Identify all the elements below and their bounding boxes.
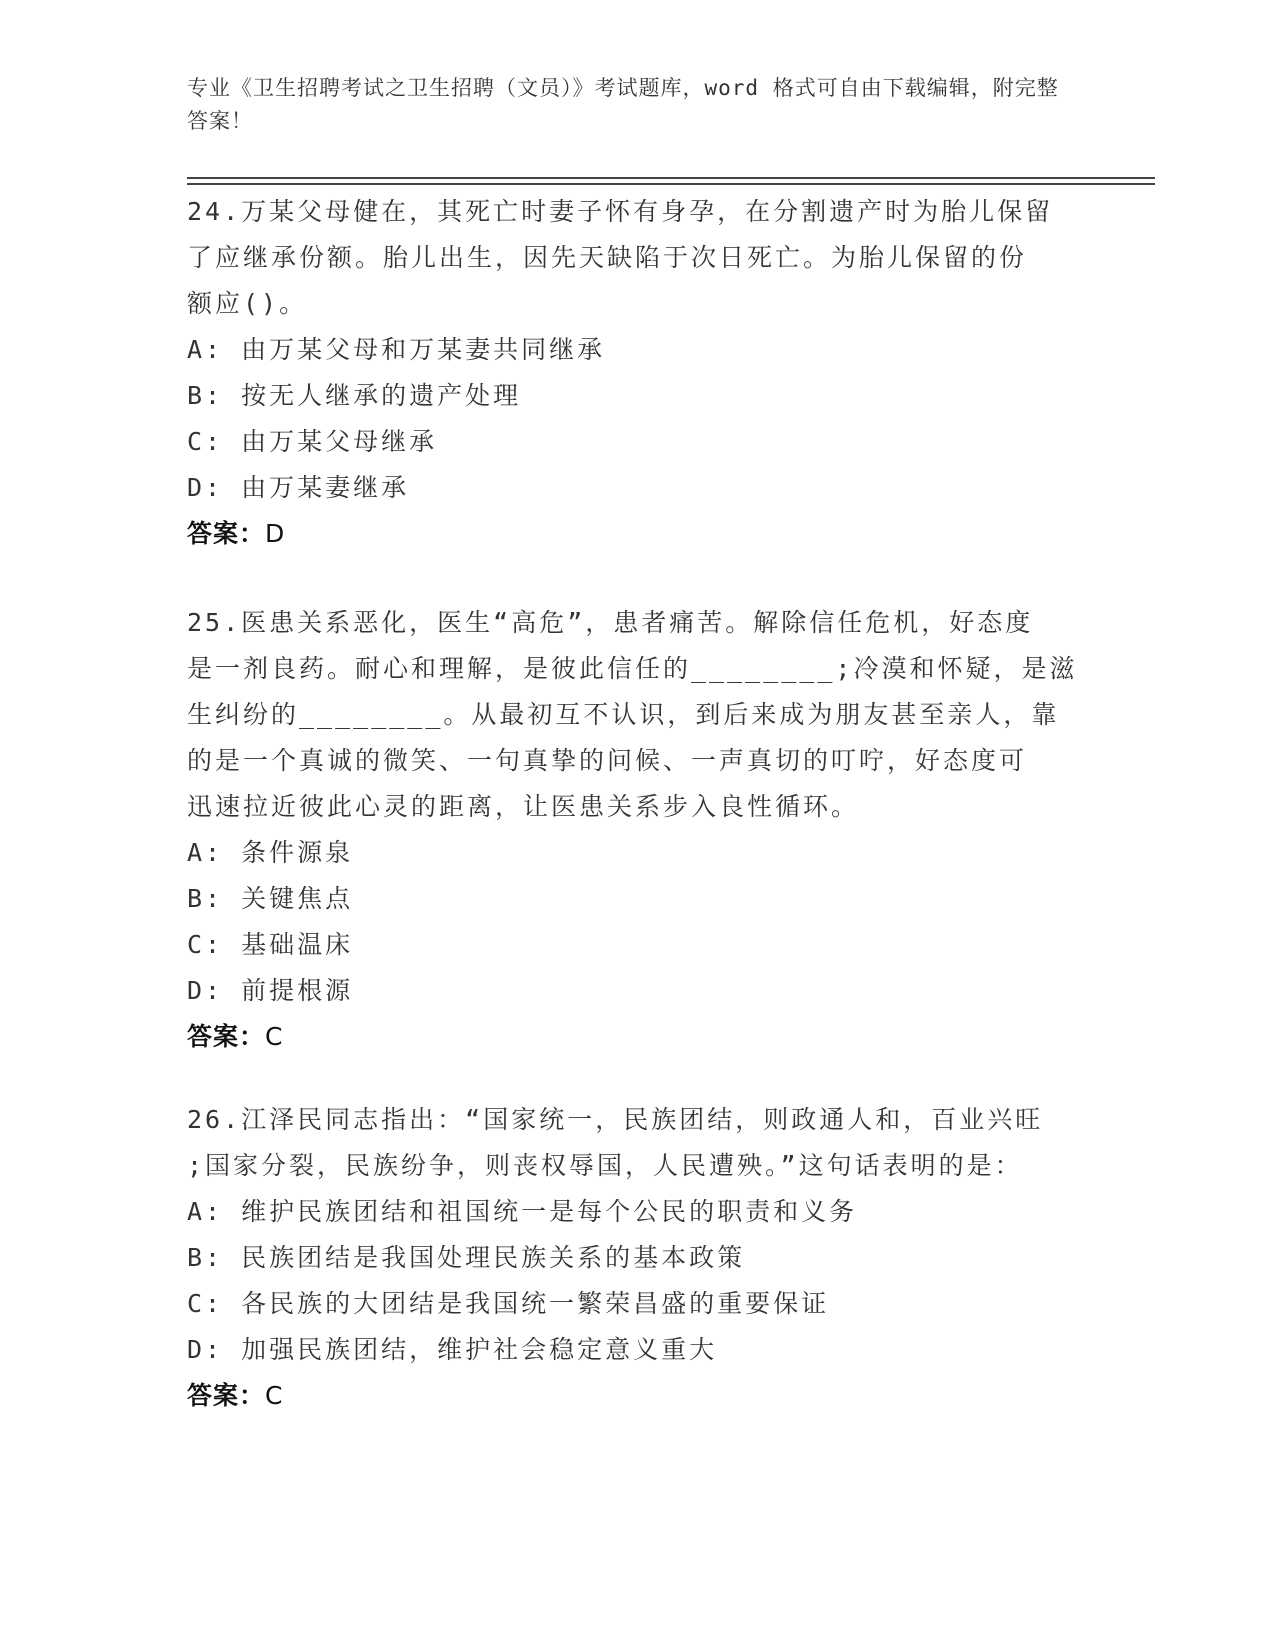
stem-line: 的是一个真诚的微笑、一句真挚的问候、一声真切的叮咛，好态度可: [187, 746, 1028, 775]
answer-line: [187, 511, 1087, 557]
option-c: C: 各民族的大团结是我国统一繁荣昌盛的重要保证: [187, 1289, 830, 1318]
option-b: B: 按无人继承的遗产处理: [187, 381, 522, 410]
stem-line: 生纠纷的________。从最初互不认识，到后来成为朋友甚至亲人，靠: [187, 700, 1060, 729]
question-24: [187, 189, 1087, 557]
answer-line: [187, 1014, 1087, 1060]
option-d: D: 加强民族团结，维护社会稳定意义重大: [187, 1335, 718, 1364]
stem-line: ;国家分裂，民族纷争，则丧权辱国，人民遭殃。”这句话表明的是：: [187, 1151, 1023, 1180]
option-a: A: 由万某父母和万某妻共同继承: [187, 335, 606, 364]
stem-line: 24.万某父母健在，其死亡时妻子怀有身孕，在分割遗产时为胎儿保留: [187, 197, 1054, 226]
option-b: B: 民族团结是我国处理民族关系的基本政策: [187, 1243, 746, 1272]
answer-label: 答案：: [187, 1381, 266, 1410]
option-d: D: 前提根源: [187, 976, 354, 1005]
option-c: C: 基础温床: [187, 930, 354, 959]
option-c: C: 由万某父母继承: [187, 427, 438, 456]
answer-label: 答案：: [187, 1022, 266, 1051]
option-b: B: 关键焦点: [187, 884, 354, 913]
stem-line: 额应()。: [187, 289, 308, 318]
option-a: A: 维护民族团结和祖国统一是每个公民的职责和义务: [187, 1197, 858, 1226]
option-a: A: 条件源泉: [187, 838, 354, 867]
answer-value: C: [265, 1381, 284, 1410]
stem-line: 迅速拉近彼此心灵的距离，让医患关系步入良性循环。: [187, 792, 860, 821]
option-d: D: 由万某妻继承: [187, 473, 410, 502]
stem-line: 是一剂良药。耐心和理解，是彼此信任的________;冷漠和怀疑，是滋: [187, 654, 1078, 683]
document-header: [187, 72, 1067, 138]
question-25: [187, 600, 1087, 1060]
header-text: 专业《卫生招聘考试之卫生招聘（文员）》考试题库，word 格式可自由下载编辑，附完整答案！: [187, 76, 1059, 133]
question-26: [187, 1097, 1087, 1419]
header-divider-top: [187, 177, 1155, 179]
stem-line: 了应继承份额。胎儿出生，因先天缺陷于次日死亡。为胎儿保留的份: [187, 243, 1028, 272]
answer-value: C: [265, 1022, 284, 1051]
question-stem: [187, 1097, 1087, 1189]
header-divider-bottom: [187, 183, 1155, 185]
question-stem: [187, 600, 1087, 830]
answer-line: [187, 1373, 1087, 1419]
answer-label: 答案：: [187, 519, 266, 548]
question-stem: [187, 189, 1087, 327]
answer-value: D: [265, 519, 286, 548]
stem-line: 25.医患关系恶化，医生“高危”，患者痛苦。解除信任危机，好态度: [187, 608, 1034, 637]
stem-line: 26.江泽民同志指出：“国家统一，民族团结，则政通人和，百业兴旺: [187, 1105, 1044, 1134]
